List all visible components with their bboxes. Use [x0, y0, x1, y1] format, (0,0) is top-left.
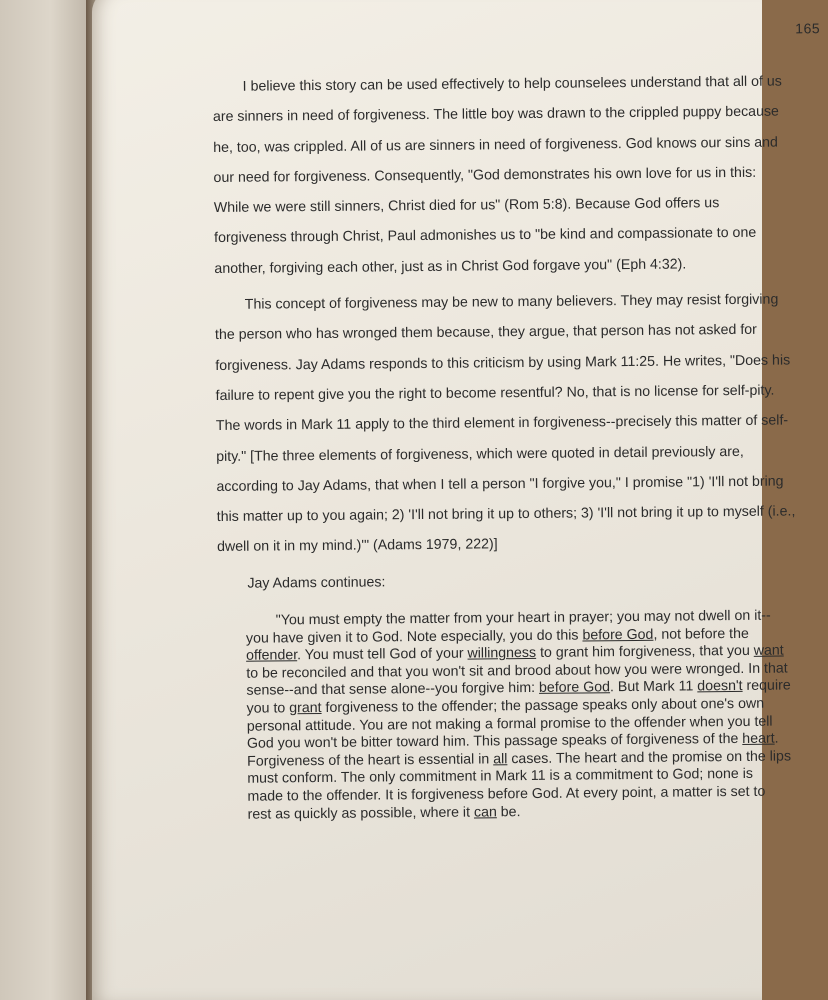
paragraph-forgiveness-story: I believe this story can be used effectively to help counselees understand that all of us are sinners in need of forgiveness. The little boy was drawn to the crippled puppy because he, too, was crippled. All of us are sinners in need of forgiveness. God knows our sins and our need for forgiveness. Consequently, "God demonstrates his own love for us in this: While we were still sinners, Christ died for us" (Rom 5:8). Because God offers us forgiveness through Christ, Paul admonishes us to "be kind and compassionate to one another, forgiving each other, just as in Christ God forgave you" (Eph 4:32). — [212, 73, 782, 277]
quote-emphasis: want — [753, 642, 784, 660]
quote-text: . But Mark 11 — [609, 678, 698, 696]
paragraph-jay-adams-response: This concept of forgiveness may be new to many believers. They may resist forgiving the person who has wronged them because, they argue, that person has not asked for forgiveness. Jay Adams responds to this criticism by using Mark 11:25. He writes, "Does his failure to repent give you the right to become resentful? No, that is no license for self-pity. The words in Mark 11 apply to the third element in forgiveness--precisely this matter of self-pity." [The three elements of forgiveness, which were quoted in detail previously are, according to Jay Adams, that when I tell a person "I forgive you," I promise "1) 'I'll not bring this matter up to you again; 2) 'I'll not bring it up to others; 3) 'I'll not bring it up to myself (i.e., dwell on it in my mind.)'" (Adams 1979, 222)] — [214, 291, 796, 556]
quote-text: be. — [496, 803, 521, 820]
page-number: 165 — [795, 20, 821, 37]
quote-emphasis: willingness — [467, 645, 537, 662]
quote-text: . Forgiveness of the heart is essential in — [247, 730, 779, 770]
quote-text: "You must empty the matter from your heart in prayer; you may not dwell on it--you have given it to God. Note especially, you do this — [245, 607, 771, 647]
quote-text: cases. The heart and the promise on the lips must conform. The only commitment in Mark 11 is a commitment to God; none is made to the offender. It is forgiveness before God. At every point, a matter is set to rest as quickly as possible, where it — [247, 748, 792, 823]
book-page — [92, 0, 821, 1000]
quote-emphasis: before God — [582, 626, 654, 644]
facing-page — [0, 0, 92, 1000]
quote-text: , not before the — [653, 625, 749, 643]
quote-emphasis: doesn't — [697, 678, 743, 695]
quote-text: to be reconciled and that you won't sit and brood about how you were wronged. In that sense--and that sense alone--you forgive him: — [246, 660, 788, 700]
quote-emphasis: before God — [538, 679, 611, 697]
quote-text: require you to — [246, 677, 791, 717]
quote-text: forgiveness to the offender; the passage speaks only about one's own personal attitude. You are not making a formal promise to the offender when you tell God you won't be bitter toward him. This passage speaks of forgiveness of the — [246, 695, 773, 752]
quote-text: to grant him forgiveness, that you — [536, 643, 754, 662]
block-quote — [246, 608, 793, 824]
quote-emphasis: all — [493, 750, 508, 768]
quote-emphasis: can — [473, 803, 497, 821]
quote-emphasis: offender — [246, 647, 298, 664]
page-content — [212, 14, 821, 824]
paragraph-adams-continues: Jay Adams continues: — [247, 574, 386, 592]
quote-emphasis: grant — [289, 699, 322, 717]
quote-text: . You must tell God of your — [297, 645, 468, 664]
quote-emphasis: heart — [742, 730, 775, 748]
